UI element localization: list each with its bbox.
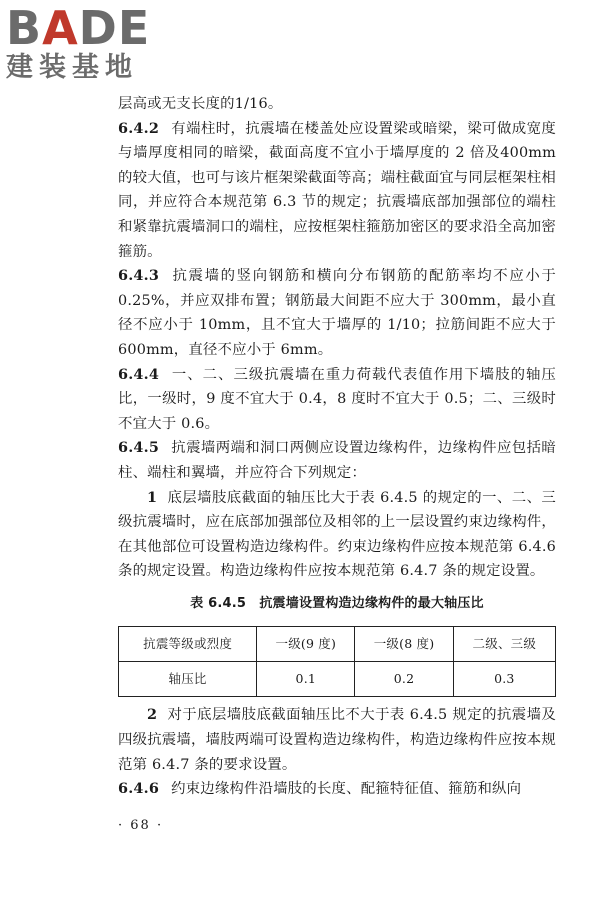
table-cell: 0.2 (355, 662, 453, 697)
item-number: 1 (147, 488, 158, 506)
clause-text: 抗震墙的竖向钢筋和横向分布钢筋的配筋率均不应小于 0.25%，并应双排布置；钢筋最大间距不应大于 300mm，最小直径不应小于 10mm，且不宜大于墙厚的 1/10；拉筋间距不应大于 600mm，直径不应小于 6mm。 (118, 268, 556, 358)
table-cell: 0.1 (257, 662, 355, 697)
axial-ratio-table (118, 626, 556, 697)
clause-6-4-2 (118, 117, 556, 265)
table-cell: 轴压比 (119, 662, 257, 697)
page-body (118, 92, 556, 802)
logo-chinese-name: 建装基地 (6, 52, 138, 83)
clause-number: 6.4.4 (118, 365, 160, 383)
item-text: 对于底层墙肢底截面轴压比不大于表 6.4.5 规定的抗震墙及四级抗震墙，墙肢两端可设置构造边缘构件，构造边缘构件应按本规范第 6.4.7 条的要求设置。 (118, 707, 556, 773)
clause-6-4-6 (118, 777, 556, 802)
clause-6-4-3 (118, 264, 556, 362)
paragraph-continuation: 层高或无支长度的1/16。 (118, 96, 283, 112)
item-number: 2 (147, 706, 158, 724)
clause-text: 一、二、三级抗震墙在重力荷载代表值作用下墙肢的轴压比，一级时，9 度不宜大于 0.4，8 度时不宜大于 0.5；二、三级时不宜大于 0.6。 (118, 366, 556, 432)
clause-number: 6.4.6 (118, 780, 160, 798)
page-number: · 68 · (118, 818, 164, 833)
clause-6-4-5 (118, 436, 556, 485)
clause-number: 6.4.5 (118, 439, 160, 457)
table-cell: 0.3 (453, 662, 555, 697)
table-header-cell: 抗震等级或烈度 (119, 627, 257, 662)
clause-number: 6.4.2 (118, 119, 160, 137)
clause-item-1 (118, 486, 556, 584)
table-header-cell: 一级(8 度) (355, 627, 453, 662)
clause-6-4-4 (118, 363, 556, 437)
clause-number: 6.4.3 (118, 267, 160, 285)
table-title: 表 6.4.5 抗震墙设置构造边缘构件的最大轴压比 (190, 595, 484, 611)
table-header-cell: 一级(9 度) (257, 627, 355, 662)
clause-text: 有端柱时，抗震墙在楼盖处应设置梁或暗梁，梁可做成宽度与墙厚度相同的暗梁，截面高度不宜小于墙厚度的 2 倍及400mm 的较大值，也可与该片框架梁截面等高；端柱截面宜与同层框架柱相同，并应符合本规范第 6.3 节的规定；抗震墙底部加强部位的端柱和紧靠抗震墙洞口的端柱，应按框架柱箍筋加密区的要求沿全高加密箍筋。 (118, 120, 556, 260)
brand-logo (6, 1, 176, 84)
item-text: 底层墙肢底截面的轴压比大于表 6.4.5 的规定的一、二、三级抗震墙时，应在底部加强部位及相邻的上一层设置约束边缘构件，在其他部位可设置构造边缘构件。约束边缘构件应按本规范第 6.4.6 条的规定设置。构造边缘构件应按本规范第 6.4.7 条的规定设置。 (118, 489, 556, 580)
clause-text: 约束边缘构件沿墙肢的长度、配箍特征值、箍筋和纵向 (171, 781, 522, 798)
clause-item-2 (118, 703, 556, 777)
table-header-cell: 二级、三级 (453, 627, 555, 662)
logo-wordmark: BADE (6, 1, 151, 55)
clause-text: 抗震墙两端和洞口两侧应设置边缘构件，边缘构件应包括暗柱、端柱和翼墙，并应符合下列规定： (118, 440, 556, 481)
table-row (119, 662, 556, 697)
table-header-row (119, 627, 556, 662)
